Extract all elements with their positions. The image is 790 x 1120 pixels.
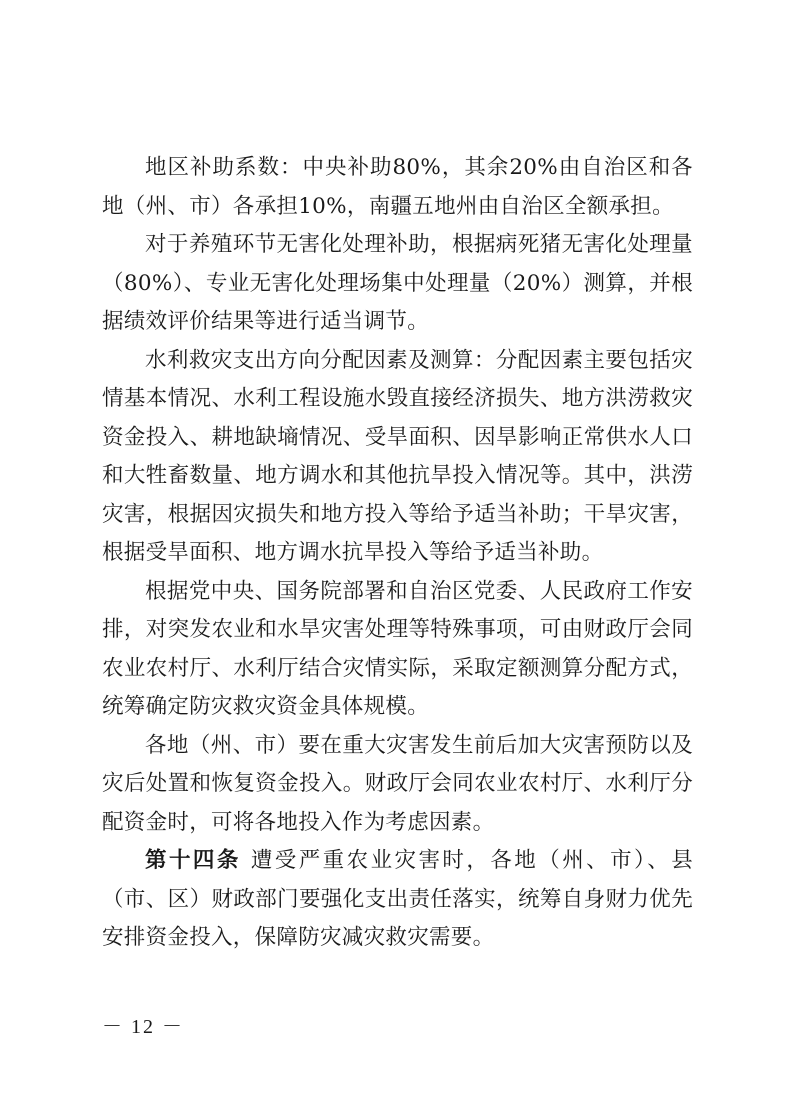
- paragraph-subsidy-coefficient: [102, 149, 693, 226]
- body-text: [102, 149, 693, 958]
- paragraph-special-matters: [102, 573, 693, 727]
- paragraph-text: 水利救灾支出方向分配因素及测算：分配因素主要包括灾情基本情况、水利工程设施水毁直接经济损失、地方洪涝救灾资金投入、耕地缺墒情况、受旱面积、因旱影响正常供水人口和大牲畜数量、地方调水和其他抗旱投入情况等。其中，洪涝灾害，根据因灾损失和地方投入等给予适当补助；干旱灾害，根据受旱面积、地方调水抗旱投入等给予适当补助。: [102, 347, 693, 565]
- paragraph-text: 各地（州、市）要在重大灾害发生前后加大灾害预防以及灾后处置和恢复资金投入。财政厅会同农业农村厅、水利厅分配资金时，可将各地投入作为考虑因素。: [102, 732, 693, 835]
- paragraph-text: 根据党中央、国务院部署和自治区党委、人民政府工作安排，对突发农业和水旱灾害处理等特殊事项，可由财政厅会同农业农村厅、水利厅结合灾情实际，采取定额测算分配方式，统筹确定防灾救灾资金具体规模。: [102, 578, 693, 719]
- paragraph-water-disaster-allocation: [102, 342, 693, 573]
- paragraph-text: 地区补助系数：中央补助80%，其余20%由自治区和各地（州、市）各承担10%，南疆五地州由自治区全额承担。: [102, 155, 693, 219]
- paragraph-article-14: [102, 842, 693, 958]
- paragraph-text: 遭受严重农业灾害时，各地（州、市）、县（市、区）财政部门要强化支出责任落实，统筹自身财力优先安排资金投入，保障防灾减灾救灾需要。: [102, 848, 694, 950]
- page-number: － 12 －: [102, 1016, 184, 1038]
- paragraph-text: 对于养殖环节无害化处理补助，根据病死猪无害化处理量（80%）、专业无害化处理场集中处理量（20%）测算，并根据绩效评价结果等进行适当调节。: [102, 232, 693, 334]
- paragraph-harmless-treatment: [102, 226, 693, 342]
- paragraph-local-investment: [102, 727, 693, 843]
- article-number: 第十四条: [145, 848, 241, 873]
